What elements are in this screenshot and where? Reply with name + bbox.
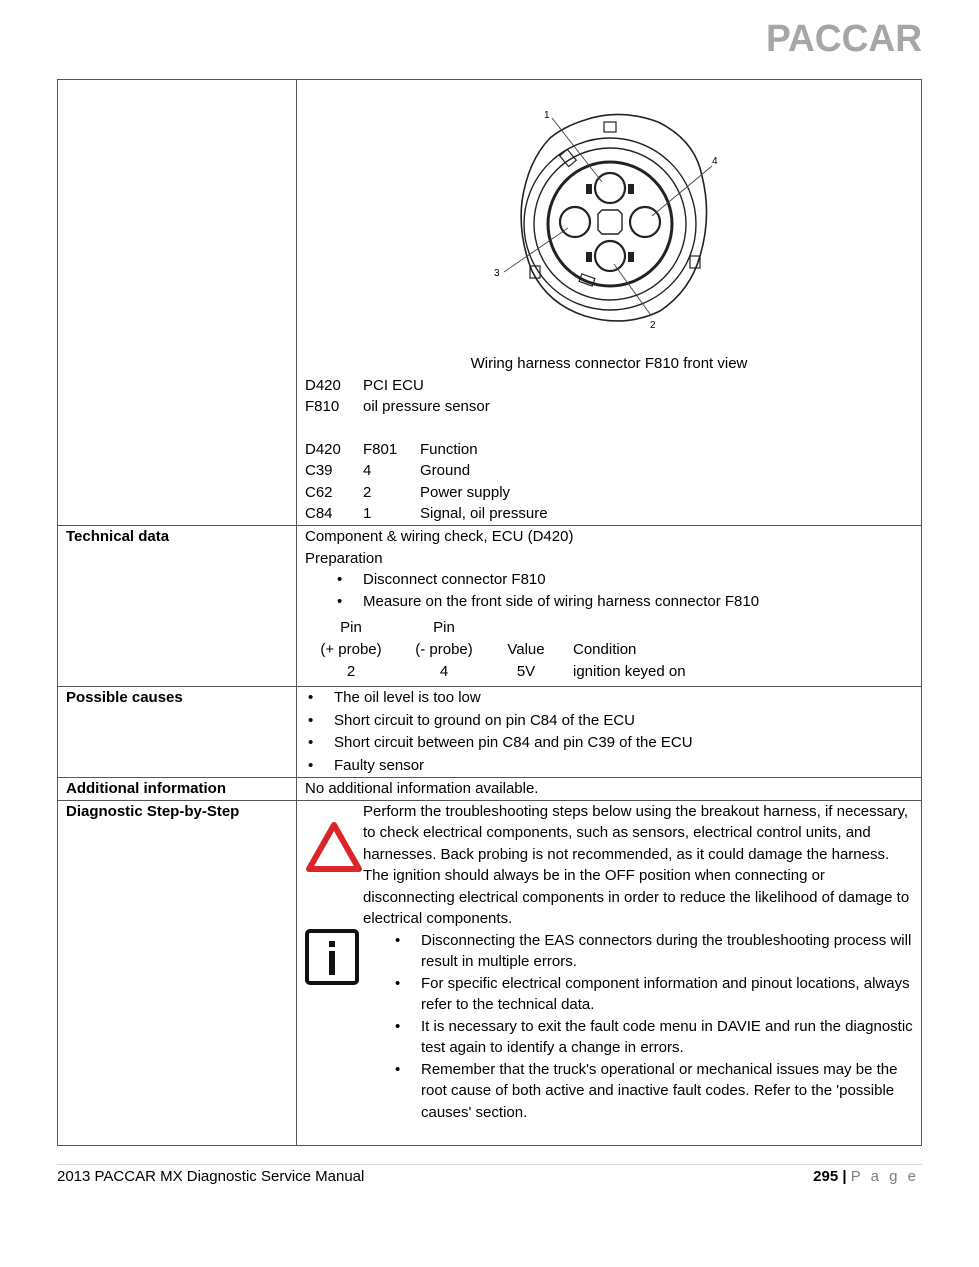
meas-cell: 4 bbox=[439, 663, 449, 680]
meas-cell: ignition keyed on bbox=[573, 663, 686, 680]
pin-cell: C39 bbox=[305, 462, 333, 479]
logo-text: PACCAR bbox=[766, 18, 922, 58]
diagram-caption: Wiring harness connector F810 front view bbox=[470, 355, 748, 372]
additional-info-label: Additional information bbox=[58, 778, 297, 801]
paccar-logo bbox=[764, 18, 924, 58]
cause-item: • The oil level is too low bbox=[334, 687, 913, 710]
info-item: • Disconnecting the EAS connectors during the troubleshooting process will result in multiple errors. bbox=[421, 930, 913, 973]
empty-label-cell bbox=[58, 80, 297, 526]
prep-item: • Disconnect connector F810 bbox=[363, 569, 913, 591]
pin-cell: Power supply bbox=[420, 483, 511, 501]
warning-triangle-icon bbox=[305, 821, 363, 873]
callout-1: 1 bbox=[544, 110, 550, 121]
legend-item bbox=[305, 396, 913, 418]
callout-3: 3 bbox=[494, 268, 500, 279]
additional-info-row bbox=[58, 778, 922, 801]
page-separator: | bbox=[842, 1168, 847, 1185]
callout-2: 2 bbox=[650, 320, 656, 331]
pin-table-header bbox=[305, 439, 913, 461]
pin-table bbox=[305, 439, 913, 525]
pin-cell: C62 bbox=[305, 483, 333, 501]
footer-divider bbox=[57, 1164, 922, 1165]
footer-page bbox=[813, 1168, 919, 1185]
legend-desc: oil pressure sensor bbox=[363, 398, 490, 415]
legend-code: D420 bbox=[305, 376, 341, 394]
technical-data-row bbox=[58, 526, 922, 687]
measurement-table bbox=[313, 617, 686, 683]
legend-desc: PCI ECU bbox=[363, 376, 424, 394]
meas-header: Pin bbox=[433, 619, 455, 636]
cause-item: • Short circuit to ground on pin C84 of the ECU bbox=[334, 710, 913, 733]
technical-data-cell bbox=[297, 526, 922, 687]
info-item: • It is necessary to exit the fault code menu in DAVIE and run the diagnostic test again to identify a change in errors. bbox=[421, 1016, 913, 1059]
cause-item: • Faulty sensor bbox=[334, 755, 913, 778]
possible-causes-label: Possible causes bbox=[58, 687, 297, 778]
info-item: • For specific electrical component information and pinout locations, always refer to the technical data. bbox=[421, 973, 913, 1016]
connector-row bbox=[58, 80, 922, 526]
pin-cell: Ground bbox=[420, 462, 471, 479]
pin-table-row bbox=[305, 460, 913, 482]
connector-diagram bbox=[490, 106, 750, 346]
meas-header: Pin bbox=[340, 619, 362, 636]
info-item: • Remember that the truck's operational or mechanical issues may be the root cause of both active and inactive fault codes. Refer to the 'possible causes' section. bbox=[421, 1059, 913, 1124]
footer-title: 2013 PACCAR MX Diagnostic Service Manual bbox=[57, 1168, 365, 1185]
callout-4: 4 bbox=[712, 156, 718, 167]
meas-header: Condition bbox=[573, 641, 637, 658]
technical-data-label: Technical data bbox=[58, 526, 297, 687]
fault-code-table bbox=[57, 79, 922, 1146]
info-icon bbox=[305, 929, 361, 987]
meas-header: Value bbox=[507, 641, 545, 658]
additional-info-text: No additional information available. bbox=[297, 778, 922, 801]
possible-causes-row bbox=[58, 687, 922, 778]
page-word: P a g e bbox=[850, 1168, 919, 1185]
pin-cell: 1 bbox=[363, 505, 372, 522]
legend-code: F810 bbox=[305, 398, 340, 415]
prep-item: • Measure on the front side of wiring harness connector F810 bbox=[363, 591, 913, 613]
meas-cell: 2 bbox=[346, 663, 356, 680]
meas-cell: 5V bbox=[516, 663, 536, 680]
pin-cell: 4 bbox=[363, 462, 372, 479]
diagnostic-row bbox=[58, 800, 922, 1145]
pin-table-row bbox=[305, 482, 913, 504]
possible-causes-cell bbox=[297, 687, 922, 778]
pin-header: F801 bbox=[363, 440, 398, 458]
technical-data-title: Component & wiring check, ECU (D420) bbox=[305, 528, 574, 545]
warning-text: Perform the troubleshooting steps below using the breakout harness, if necessary, to check electrical components, such as sensors, electrical control units, and harnesses. Back probing is not recommended, as it could damage the harness. The ignition should always be in the OFF position when connecting or disconnecting electrical components in order to reduce the likelihood of damage to electrical components. bbox=[363, 802, 910, 927]
preparation-label: Preparation bbox=[305, 549, 383, 567]
pin-cell: Signal, oil pressure bbox=[420, 505, 548, 522]
pin-header: Function bbox=[420, 440, 478, 458]
legend-item bbox=[305, 375, 913, 397]
cause-item: • Short circuit between pin C84 and pin C39 of the ECU bbox=[334, 732, 913, 755]
meas-header: (- probe) bbox=[415, 641, 473, 658]
pin-cell: C84 bbox=[305, 505, 333, 522]
legend bbox=[305, 375, 913, 418]
diagnostic-label: Diagnostic Step-by-Step bbox=[58, 800, 297, 1145]
connector-cell bbox=[297, 80, 922, 526]
pin-table-row bbox=[305, 503, 913, 525]
diagnostic-cell bbox=[297, 800, 922, 1145]
pin-header: D420 bbox=[305, 440, 341, 458]
pin-cell: 2 bbox=[363, 483, 372, 501]
page-number: 295 bbox=[813, 1168, 839, 1185]
meas-header: (+ probe) bbox=[320, 641, 382, 658]
